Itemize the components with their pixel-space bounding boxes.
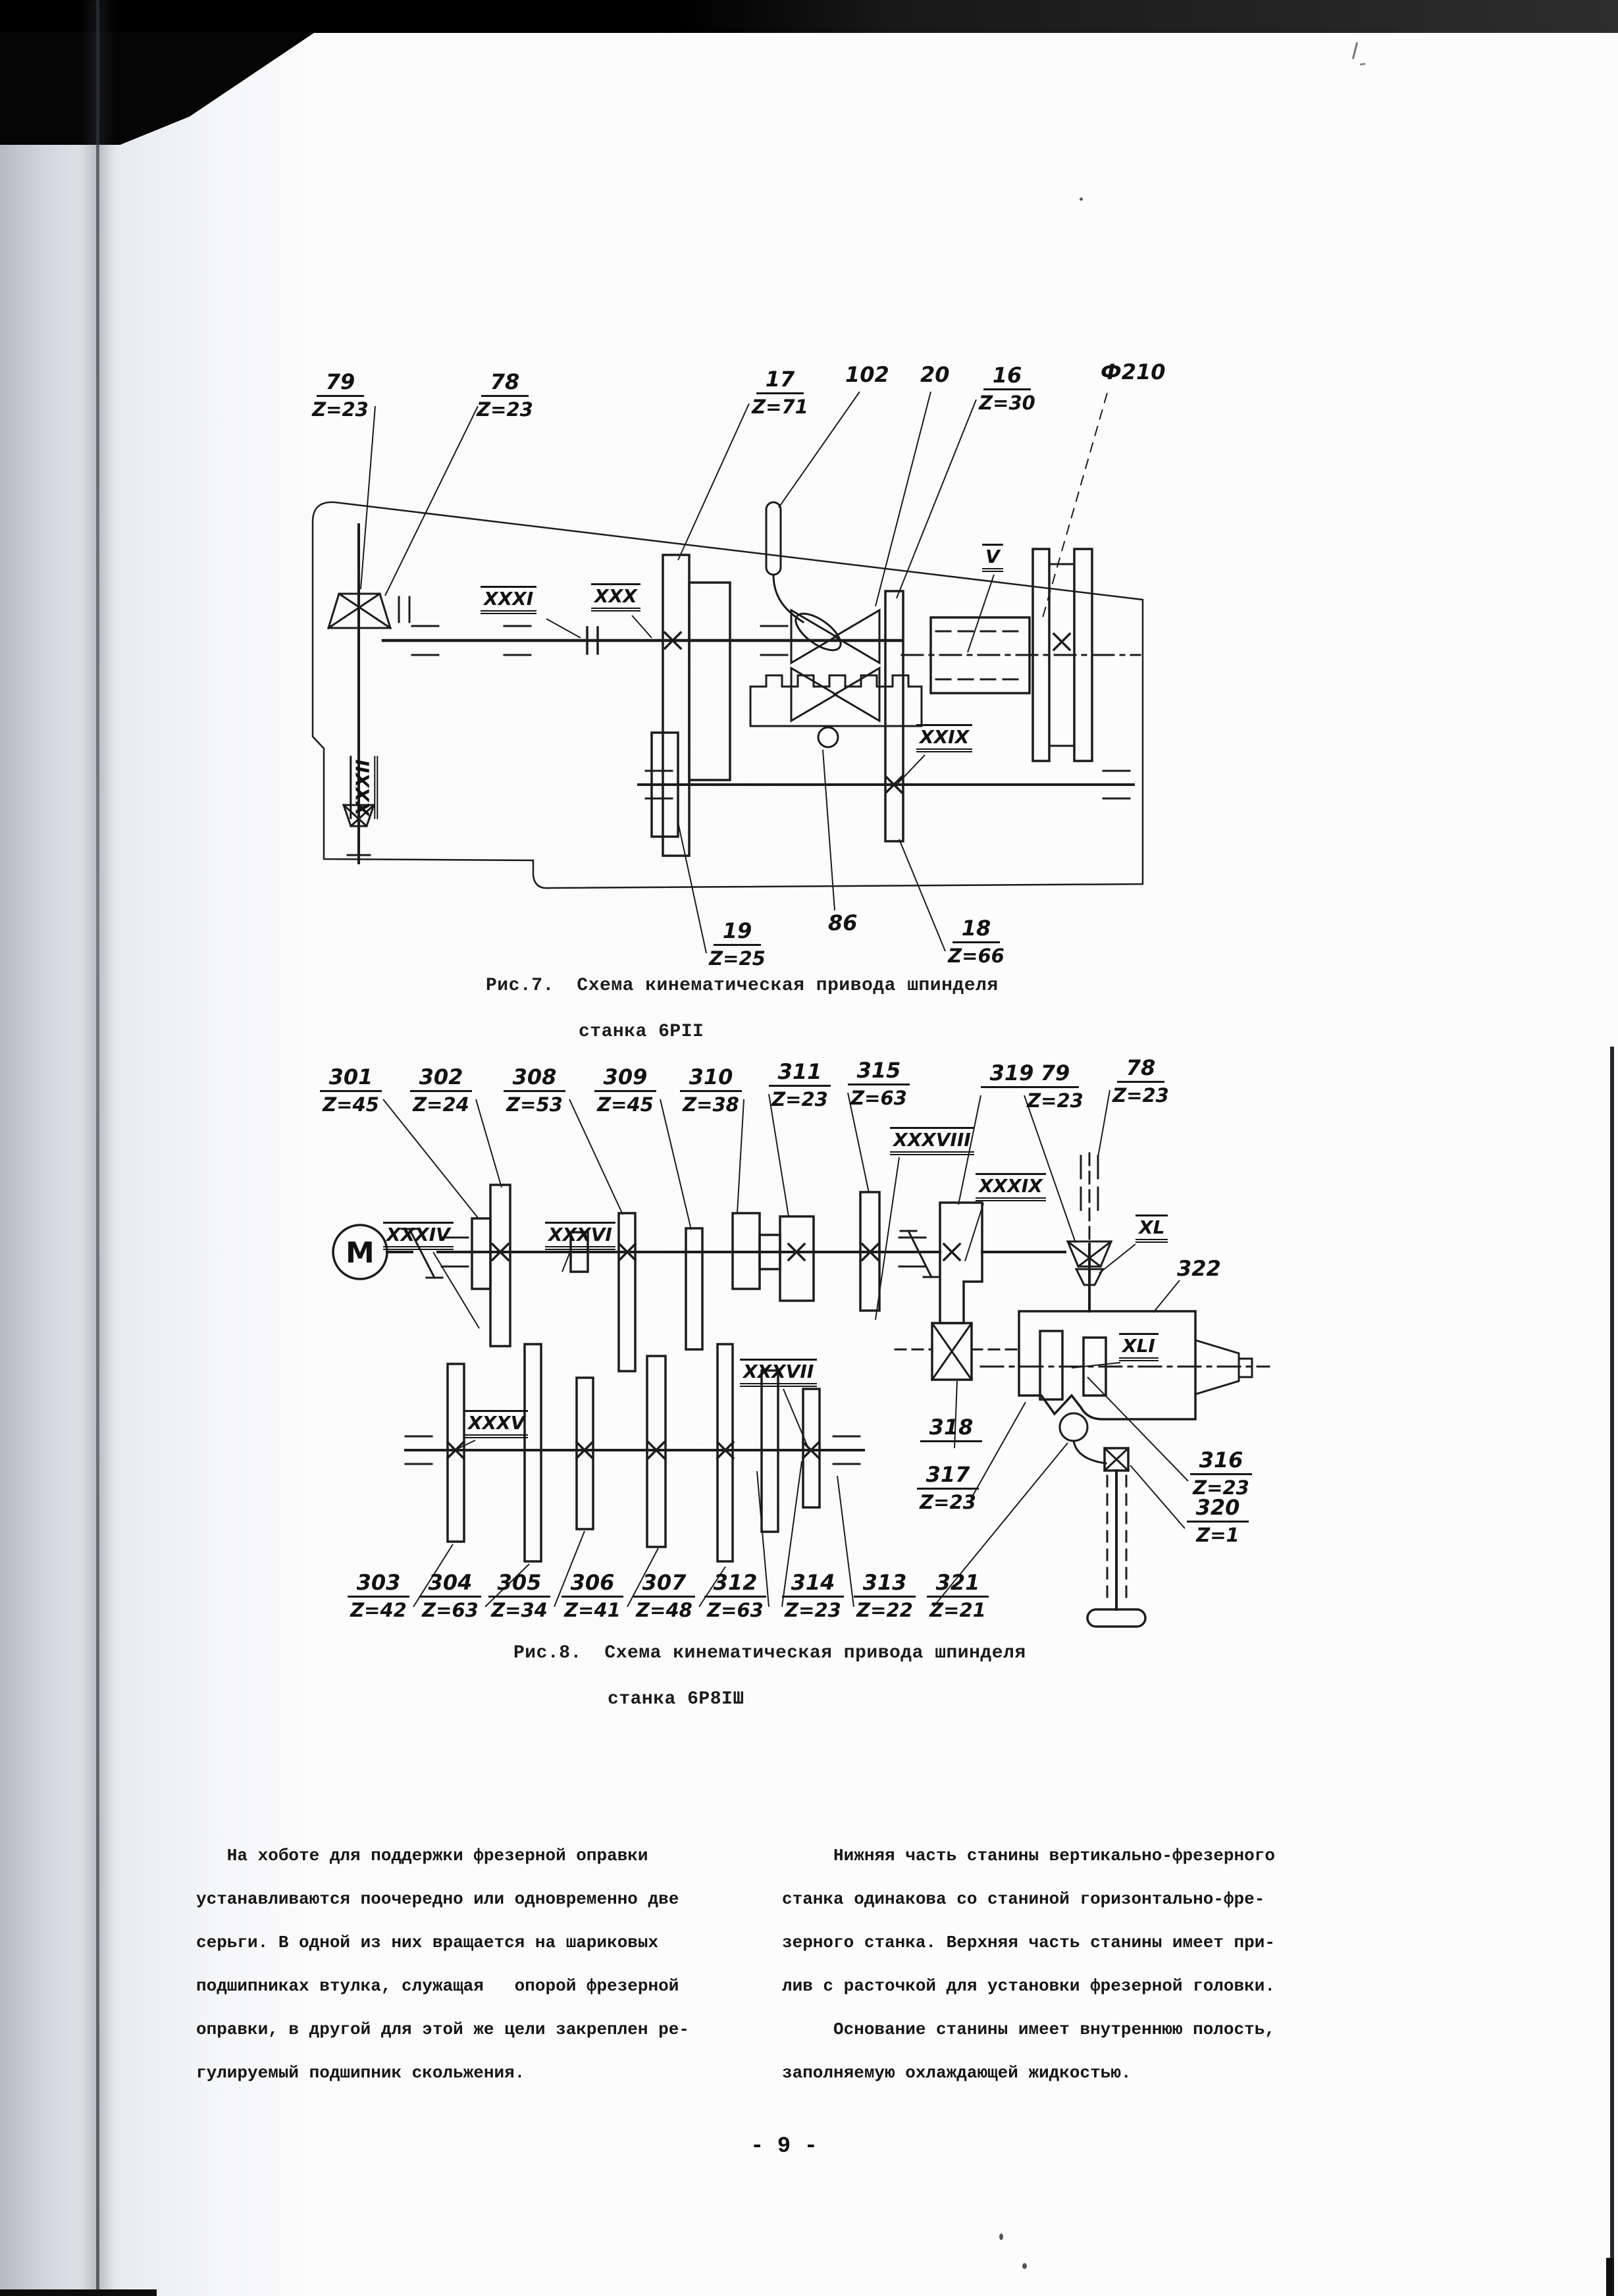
fig8-shaft-XXXVI: XXXVI (545, 1222, 615, 1250)
part-number: 314 (782, 1571, 845, 1598)
part-number: 302 (410, 1065, 473, 1092)
fig8-label-303 (342, 1571, 415, 1621)
figure7-lines (313, 502, 1143, 888)
tooth-count: Z=21 (929, 1599, 986, 1621)
fig8-shaft-XLI: XLI (1119, 1333, 1159, 1361)
fig8-label-305 (483, 1571, 556, 1621)
fig8-label-302 (405, 1065, 477, 1116)
tooth-count: Z=23 (1112, 1084, 1169, 1107)
tooth-count: Z=41 (564, 1599, 621, 1621)
text-line: заполняемую охлаждающей жидкостью. (782, 2063, 1132, 2083)
scan-top-left-shadow (0, 32, 316, 145)
fig7-shaft-XXX: XXX (591, 583, 640, 612)
tooth-count: Z=30 (979, 392, 1035, 414)
fig8-label-313 (848, 1571, 921, 1621)
tooth-count: Z=45 (597, 1093, 654, 1116)
text-line: устанавливаются поочередно или одновременно две (196, 1889, 679, 1909)
fig7-shaft-V: V (982, 544, 1003, 572)
fig8-shaft-XXXVII: XXXVII (740, 1359, 817, 1387)
tooth-count: Z=66 (948, 945, 1005, 967)
tooth-count: Z=22 (856, 1599, 913, 1621)
part-number: 311 (769, 1060, 831, 1087)
figure7-kinematic-diagram (283, 362, 1310, 1030)
scan-mark (1352, 42, 1358, 59)
tooth-count: Z=63 (707, 1599, 764, 1621)
part-number: 306 (561, 1571, 624, 1598)
part-number: 303 (348, 1571, 410, 1598)
scan-speck (999, 2233, 1003, 2240)
fig8-label-307 (628, 1571, 700, 1621)
part-number: 304 (419, 1571, 482, 1598)
text-line: Основание станины имеет внутреннюю полость, (782, 2020, 1275, 2039)
figure8-leader-lines (383, 1090, 1188, 1607)
fig7-label-19 (701, 919, 773, 970)
scan-right-corner (1606, 2258, 1614, 2296)
tooth-count: Z=34 (491, 1599, 548, 1621)
tooth-count: Z=53 (506, 1093, 563, 1116)
fig8-shaft-XXXIX: XXXIX (976, 1173, 1046, 1201)
tooth-count: Z=23 (477, 398, 533, 421)
tooth-count: Z=48 (636, 1599, 692, 1621)
part-number: 315 (848, 1058, 910, 1085)
part-number: 316 (1190, 1448, 1253, 1475)
text-line: подшипниках втулка, служащая опорой фрезерной (196, 1976, 679, 1996)
fig8-label-78 (1105, 1056, 1177, 1107)
fig8-shaft-XXXVIII: XXXVIII (890, 1127, 974, 1155)
part-number: 301 (320, 1065, 382, 1092)
fig7-label-86: 86 (828, 910, 858, 935)
fig8-label-79 (1019, 1061, 1091, 1112)
tooth-count: Z=23 (1027, 1089, 1083, 1112)
fig7-shaft-XXIX: XXIX (916, 724, 972, 752)
figure8-caption-line2: станка 6Р8IШ (608, 1689, 744, 1709)
fig8-label-317 (912, 1463, 984, 1513)
fig7-label-18 (940, 916, 1012, 967)
page-number: - 9 - (750, 2134, 818, 2159)
fig8-label-318 (915, 1415, 987, 1442)
part-number: 79 (317, 370, 365, 397)
fig7-label-78 (469, 370, 541, 421)
fig7-label-102: 102 (845, 362, 889, 387)
part-number: 319 (981, 1061, 1043, 1088)
text-line: станка одинакова со станиной горизонтально-фре- (782, 1889, 1265, 1909)
part-number: 17 (756, 367, 804, 394)
scan-mark (1360, 63, 1365, 65)
fig7-shaft-XXXII: XXXII (350, 756, 378, 820)
tooth-count: Z=38 (683, 1093, 739, 1116)
fig8-label-310 (675, 1065, 747, 1116)
figure7-leader-lines (361, 392, 1107, 953)
fig8-label-306 (556, 1571, 629, 1621)
scan-right-edge (1610, 1047, 1614, 2296)
part-number: 320 (1187, 1496, 1249, 1523)
figure8-kinematic-diagram (283, 1047, 1415, 1646)
fig8-label-315 (843, 1058, 915, 1109)
fig7-label-diameter-210: Ф210 (1101, 359, 1166, 384)
fig7-label-20: 20 (920, 362, 950, 387)
part-number: 317 (917, 1463, 979, 1490)
part-number: 312 (704, 1571, 767, 1598)
fig8-shaft-XXXV: XXXV (465, 1410, 528, 1438)
part-number: 305 (488, 1571, 551, 1598)
tooth-count: Z=23 (785, 1599, 841, 1621)
figure8-caption-line1: Рис.8. Схема кинематическая привода шпинделя (513, 1643, 1026, 1663)
scan-bottom-edge (0, 2289, 157, 2296)
figure7-caption-line1: Рис.7. Схема кинематическая привода шпинделя (486, 976, 999, 996)
tooth-count: Z=24 (413, 1093, 469, 1116)
fig7-label-16 (971, 363, 1043, 414)
tooth-count: Z=71 (752, 396, 808, 418)
part-number: 318 (920, 1415, 983, 1442)
tooth-count: Z=63 (422, 1599, 479, 1621)
fig8-label-316 (1185, 1448, 1257, 1499)
figure8-lines (333, 1153, 1269, 1627)
fig8-shaft-XL: XL (1135, 1214, 1168, 1243)
fig8-label-308 (498, 1065, 571, 1116)
text-line: гулируемый подшипник скольжения. (196, 2063, 525, 2083)
text-line: оправки, в другой для этой же цели закреплен ре- (196, 2020, 689, 2039)
text-line: зерного станка. Верхняя часть станины имеет при- (782, 1933, 1275, 1952)
fig7-shaft-XXXI: XXXI (481, 586, 536, 614)
part-number: 16 (983, 363, 1031, 390)
figure7-caption-line2: станка 6РII (579, 1022, 704, 1042)
part-number: 78 (481, 370, 529, 397)
text-line: серьги. В одной из них вращается на шариковых (196, 1933, 659, 1952)
fig8-label-320 (1182, 1496, 1254, 1546)
text-line: лив с расточкой для установки фрезерной головки. (782, 1976, 1275, 1996)
tooth-count: Z=23 (1193, 1476, 1249, 1499)
part-number: 19 (714, 919, 762, 946)
fig8-label-321 (922, 1571, 994, 1621)
housing-outline (313, 502, 1143, 888)
body-text-right-column (782, 1834, 1348, 2095)
part-number: 78 (1117, 1056, 1165, 1083)
fig8-label-309 (589, 1065, 662, 1116)
fig8-label-314 (777, 1571, 849, 1621)
fig8-label-301 (315, 1065, 387, 1116)
scan-top-edge (0, 0, 1618, 33)
body-text-left-column (196, 1834, 743, 2095)
fig8-label-304 (414, 1571, 486, 1621)
fig8-shaft-XXXIV: XXXIV (383, 1222, 454, 1250)
part-number: 18 (953, 916, 1001, 943)
part-number: 321 (927, 1571, 989, 1598)
part-number: 308 (504, 1065, 566, 1092)
fig8-label-311 (764, 1060, 836, 1110)
part-number: 310 (680, 1065, 743, 1092)
tooth-count: Z=25 (709, 947, 766, 970)
part-number: 307 (633, 1571, 696, 1598)
tooth-count: Z=63 (850, 1087, 907, 1109)
scan-speck (1022, 2263, 1027, 2269)
text-line: Нижняя часть станины вертикально-фрезерного (782, 1846, 1275, 1866)
part-number: 79 (1031, 1061, 1080, 1088)
part-number: 313 (854, 1571, 916, 1598)
tooth-count: Z=23 (771, 1088, 828, 1110)
fig8-label-322: 322 (1177, 1256, 1221, 1281)
scan-speck (1080, 197, 1083, 201)
tooth-count: Z=23 (312, 398, 369, 421)
tooth-count: Z=42 (350, 1599, 407, 1621)
tooth-count: Z=45 (323, 1093, 379, 1116)
book-spine-shadow (96, 0, 99, 2296)
tooth-count: Z=23 (920, 1491, 976, 1513)
text-line: На хоботе для поддержки фрезерной оправки (196, 1846, 648, 1866)
tooth-count: Z=1 (1196, 1524, 1240, 1546)
fig7-label-17 (744, 367, 816, 418)
motor-letter: M (346, 1236, 375, 1270)
fig8-label-312 (699, 1571, 771, 1621)
fig7-label-79 (304, 370, 377, 421)
part-number: 309 (594, 1065, 657, 1092)
